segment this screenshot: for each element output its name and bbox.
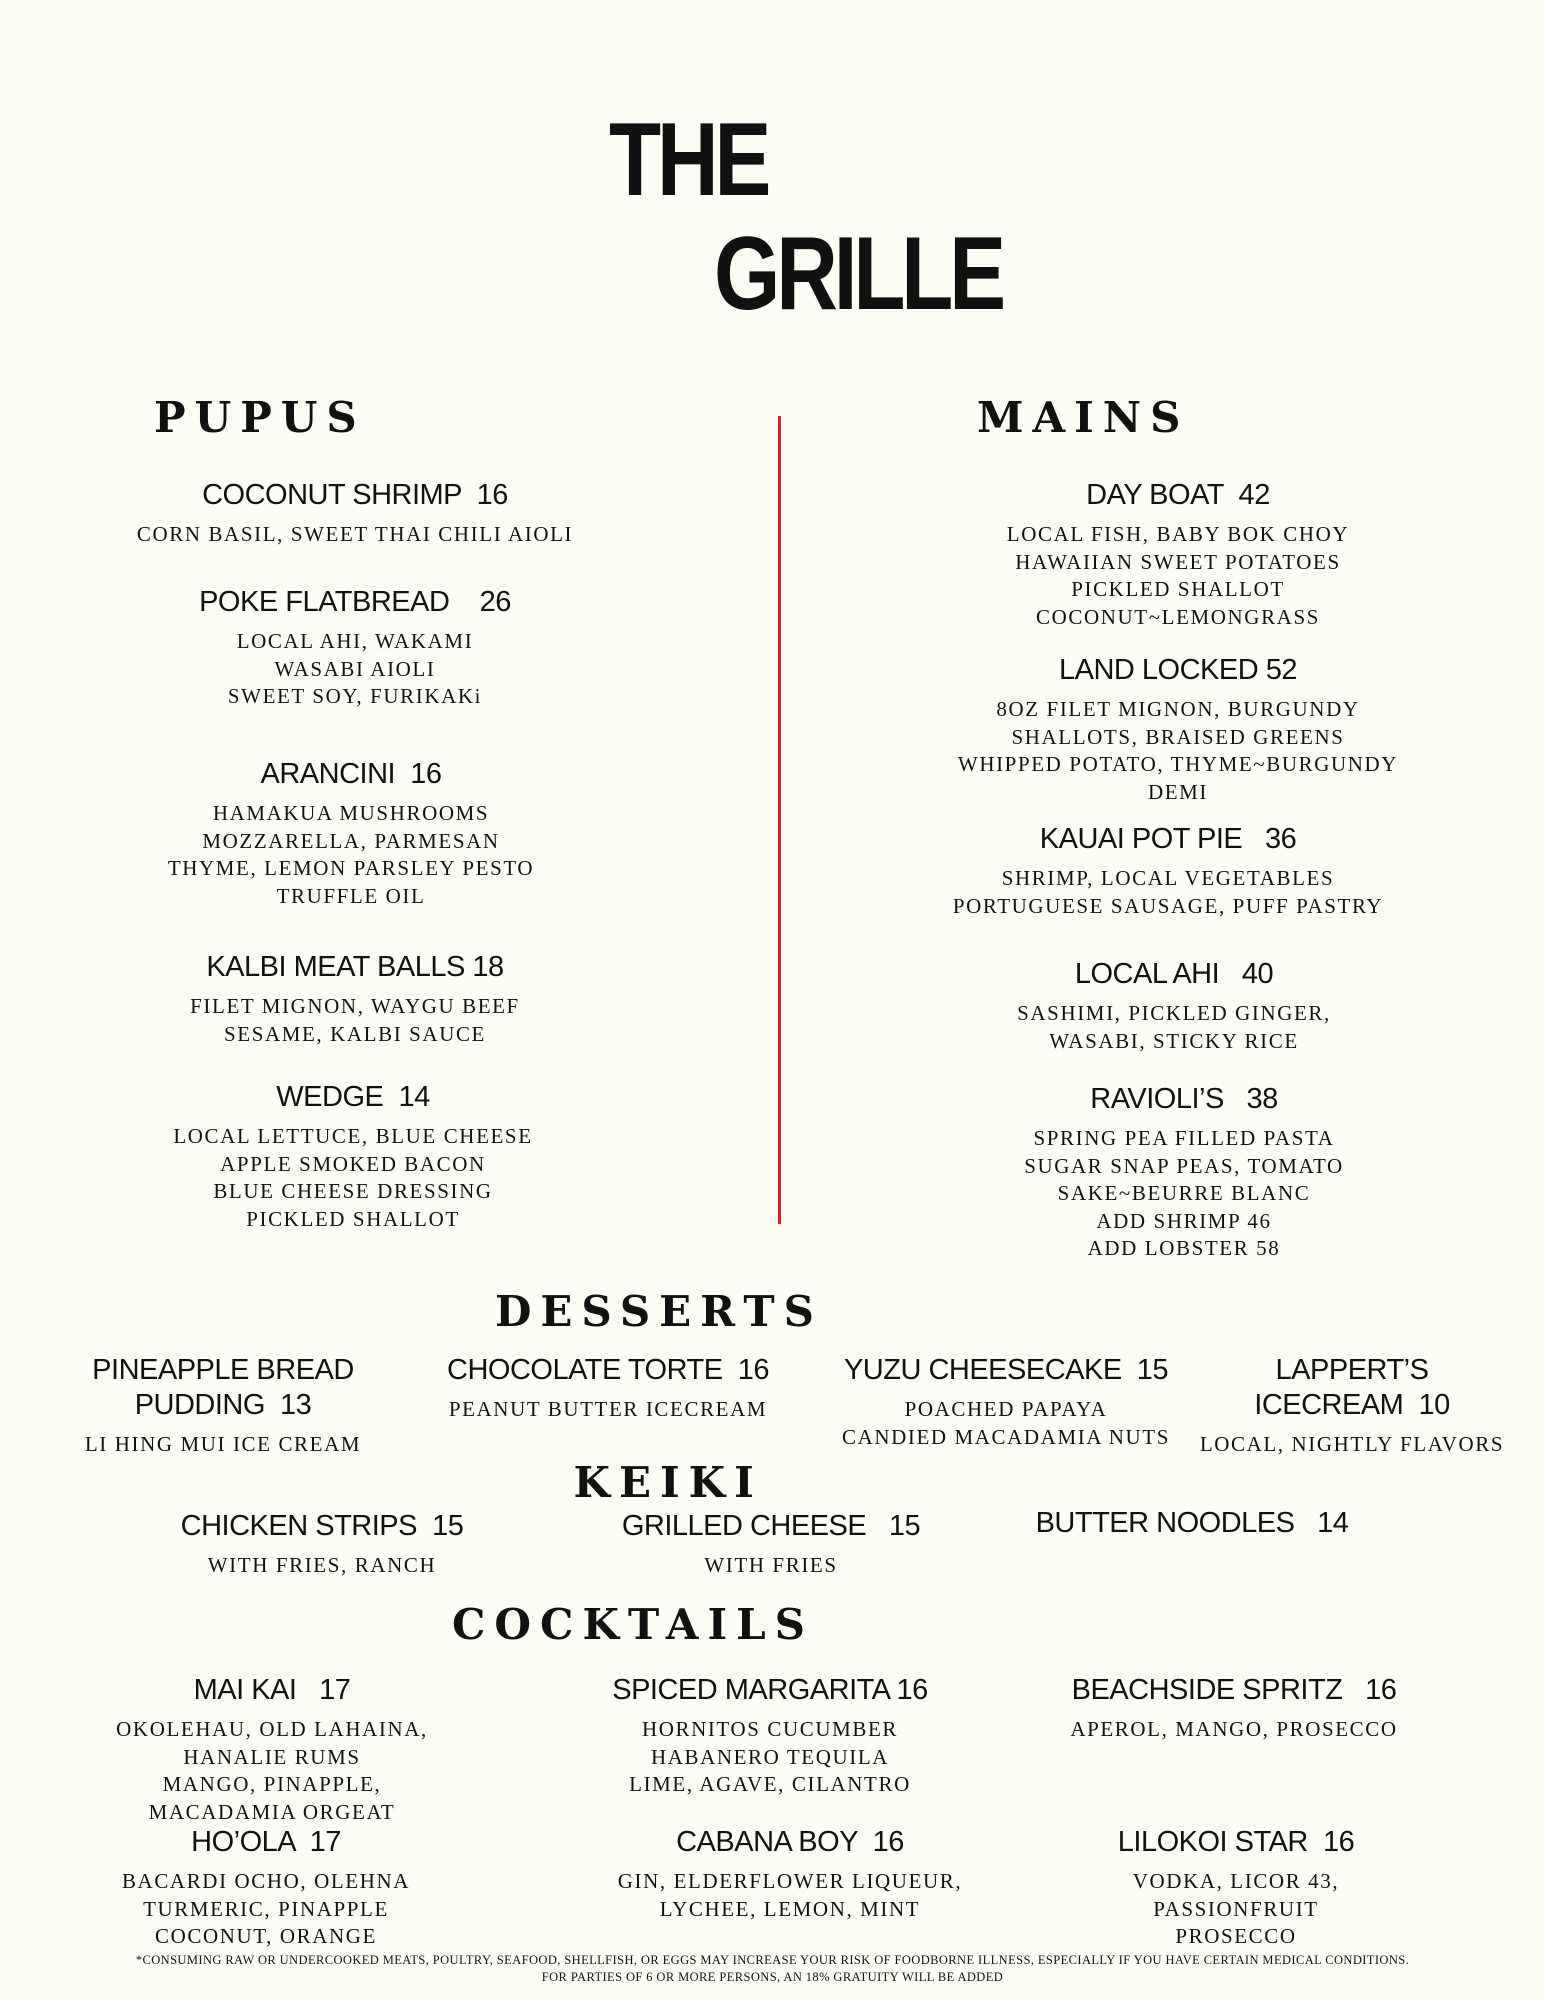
item-description-line: WITH FRIES, RANCH — [207, 1553, 437, 1577]
item-name: SPICED MARGARITA 16 — [612, 1674, 928, 1706]
item-description — [105, 993, 605, 1048]
item-description-line: FILET MIGNON, WAYGU BEEF — [190, 994, 520, 1018]
keiki-item — [942, 1506, 1442, 1541]
item-name: CABANA BOY 16 — [676, 1826, 904, 1858]
item-description-line: APPLE SMOKED BACON — [220, 1151, 486, 1176]
cocktails-item — [520, 1673, 1020, 1799]
item-description-line: SWEET SOY, FURIKAKi — [227, 684, 483, 708]
item-description — [521, 1552, 1021, 1580]
desserts-heading: DESSERTS — [495, 1287, 823, 1336]
item-description-line: LIME, AGAVE, CILANTRO — [629, 1772, 911, 1796]
item-name: POKE FLATBREAD 26 — [199, 586, 511, 618]
item-description — [918, 865, 1418, 920]
item-description-line: ADD SHRIMP 46 — [1096, 1208, 1272, 1233]
item-description — [105, 521, 605, 549]
item-description-line: VODKA, LICOR 43, — [1132, 1869, 1340, 1893]
item-description — [928, 521, 1428, 631]
item-description-line: PEANUT BUTTER ICECREAM — [448, 1397, 768, 1421]
restaurant-title-line-1: THE — [609, 102, 768, 218]
item-description-line: SHRIMP, LOCAL VEGETABLES — [1001, 866, 1335, 890]
item-description — [986, 1868, 1486, 1951]
item-description — [103, 1123, 603, 1233]
desserts-item — [1102, 1353, 1545, 1459]
item-name: KAUAI POT PIE 36 — [1039, 823, 1297, 855]
item-name: CHICKEN STRIPS 15 — [180, 1510, 464, 1542]
pupus-item — [101, 757, 601, 910]
item-description — [105, 628, 605, 711]
cocktails-item — [984, 1673, 1484, 1744]
item-description-line: MACADAMIA ORGEAT — [148, 1799, 396, 1824]
item-description-line: LYCHEE, LEMON, MINT — [659, 1896, 921, 1921]
item-description-line: CANDIED MACADAMIA NUTS — [841, 1424, 1171, 1449]
item-name: KALBI MEAT BALLS 18 — [206, 951, 504, 983]
item-description-line: MOZZARELLA, PARMESAN — [202, 828, 500, 853]
item-name: PINEAPPLE BREAD PUDDING 13 — [92, 1354, 354, 1421]
item-description-line: WASABI AIOLI — [274, 656, 436, 681]
item-name: CHOCOLATE TORTE 16 — [447, 1354, 769, 1386]
item-description-line: WHIPPED POTATO, THYME~BURGUNDY — [957, 752, 1399, 776]
item-description-line: HORNITOS CUCUMBER — [641, 1717, 899, 1741]
item-name: HO’OLA 17 — [191, 1826, 341, 1858]
item-description-line: SUGAR SNAP PEAS, TOMATO — [1024, 1153, 1344, 1178]
item-description — [16, 1868, 516, 1951]
mains-item — [928, 478, 1428, 631]
item-description-line: COCONUT, ORANGE — [155, 1924, 377, 1948]
item-name: MAI KAI 17 — [193, 1674, 351, 1706]
item-description-line: OKOLEHAU, OLD LAHAINA, — [116, 1717, 428, 1741]
item-name: ARANCINI 16 — [260, 758, 442, 790]
item-description-line: COCONUT~LEMONGRASS — [1035, 604, 1321, 629]
cocktails-item — [16, 1825, 516, 1951]
keiki-item — [72, 1509, 572, 1580]
item-description-line: GIN, ELDERFLOWER LIQUEUR, — [617, 1869, 963, 1893]
item-description-line: TURMERIC, PINAPPLE — [143, 1896, 389, 1921]
item-description-line: MANGO, PINAPPLE, — [162, 1772, 382, 1796]
item-description — [72, 1552, 572, 1580]
cocktails-heading: COCKTAILS — [452, 1600, 814, 1649]
mains-item — [918, 822, 1418, 920]
item-description-line: LOCAL AHI, WAKAMI — [236, 629, 474, 653]
item-name: BEACHSIDE SPRITZ 16 — [1071, 1674, 1397, 1706]
item-description — [540, 1868, 1040, 1923]
item-description — [22, 1716, 522, 1826]
item-description — [928, 696, 1428, 806]
item-name: YUZU CHEESECAKE 15 — [843, 1354, 1169, 1386]
item-description — [520, 1716, 1020, 1799]
item-description-line: PROSECCO — [1175, 1924, 1297, 1948]
pupus-item — [105, 950, 605, 1048]
restaurant-title-line-2: GRILLE — [714, 216, 1003, 332]
item-name: LILOKOI STAR 16 — [1117, 1826, 1355, 1858]
item-description-line: LOCAL, NIGHTLY FLAVORS — [1199, 1432, 1505, 1456]
item-description — [924, 1000, 1424, 1055]
item-name: LAPPERT’S ICECREAM 10 — [1254, 1354, 1450, 1421]
item-description-line: ADD LOBSTER 58 — [1087, 1236, 1281, 1260]
item-name: WEDGE 14 — [276, 1081, 430, 1113]
item-description-line: BACARDI OCHO, OLEHNA — [121, 1869, 411, 1893]
keiki-heading: KEIKI — [573, 1458, 763, 1507]
pupus-item — [103, 1080, 603, 1233]
pupus-heading: PUPUS — [154, 393, 366, 442]
mains-item — [934, 1082, 1434, 1263]
item-description-line: APEROL, MANGO, PROSECCO — [1070, 1717, 1398, 1741]
mains-item — [924, 957, 1424, 1055]
item-description-line: PICKLED SHALLOT — [246, 1206, 460, 1231]
pupus-item — [105, 585, 605, 711]
item-description-line: PORTUGUESE SAUSAGE, PUFF PASTRY — [952, 893, 1384, 918]
item-description-line: HABANERO TEQUILA — [650, 1744, 890, 1769]
item-description-line: HAMAKUA MUSHROOMS — [212, 801, 490, 825]
item-description-line: DEMI — [1147, 779, 1209, 804]
item-description-line: 8OZ FILET MIGNON, BURGUNDY — [996, 697, 1360, 721]
item-description-line: BLUE CHEESE DRESSING — [213, 1179, 493, 1203]
item-description-line: SHALLOTS, BRAISED GREENS — [1011, 724, 1345, 749]
mains-heading: MAINS — [977, 393, 1190, 442]
item-name: LAND LOCKED 52 — [1059, 654, 1297, 686]
item-description-line: LOCAL LETTUCE, BLUE CHEESE — [173, 1124, 533, 1148]
item-description-line: WASABI, STICKY RICE — [1049, 1028, 1299, 1053]
item-description-line: CORN BASIL, SWEET THAI CHILI AIOLI — [136, 522, 574, 546]
item-name: COCONUT SHRIMP 16 — [202, 479, 508, 511]
item-description-line: SPRING PEA FILLED PASTA — [1033, 1126, 1335, 1150]
item-description-line: LOCAL FISH, BABY BOK CHOY — [1006, 522, 1350, 546]
mains-item — [928, 653, 1428, 806]
item-name: BUTTER NOODLES 14 — [1035, 1507, 1349, 1539]
item-name: LOCAL AHI 40 — [1074, 958, 1274, 990]
item-description — [984, 1716, 1484, 1744]
item-description — [101, 800, 601, 910]
item-name: GRILLED CHEESE 15 — [621, 1510, 921, 1542]
pupus-item — [105, 478, 605, 549]
gratuity-note: FOR PARTIES OF 6 OR MORE PERSONS, AN 18% GRATUITY WILL BE ADDED — [541, 1970, 1004, 1984]
item-name: DAY BOAT 42 — [1086, 479, 1270, 511]
item-description-line: POACHED PAPAYA — [904, 1397, 1108, 1421]
item-description-line: LI HING MUI ICE CREAM — [84, 1432, 362, 1456]
cocktails-item — [22, 1673, 522, 1826]
item-description — [1102, 1431, 1545, 1459]
item-description-line: HANALIE RUMS — [183, 1744, 361, 1769]
item-description-line: THYME, LEMON PARSLEY PESTO — [167, 856, 535, 880]
item-description — [0, 1431, 473, 1459]
item-description-line: PASSIONFRUIT — [1153, 1896, 1319, 1921]
item-description-line: SAKE~BEURRE BLANC — [1057, 1181, 1311, 1205]
item-name: RAVIOLI’S 38 — [1090, 1083, 1278, 1115]
item-description-line: SASHIMI, PICKLED GINGER, — [1017, 1001, 1331, 1025]
item-description-line: SESAME, KALBI SAUCE — [223, 1021, 486, 1046]
item-description-line: HAWAIIAN SWEET POTATOES — [1015, 549, 1341, 574]
item-description-line: TRUFFLE OIL — [276, 883, 426, 908]
item-description-line: WITH FRIES — [704, 1553, 838, 1577]
cocktails-item — [540, 1825, 1040, 1923]
allergy-disclaimer: *CONSUMING RAW OR UNDERCOOKED MEATS, POULTRY, SEAFOOD, SHELLFISH, OR EGGS MAY INCREASE YOUR RISK OF FOODBORNE ILLNESS, ESPECIALLY IF YOU HAVE CERTAIN MEDICAL CONDITIONS. — [135, 1953, 1410, 1967]
column-divider — [778, 416, 781, 1224]
item-description-line: PICKLED SHALLOT — [1071, 577, 1285, 601]
cocktails-item — [986, 1825, 1486, 1951]
item-description — [934, 1125, 1434, 1263]
